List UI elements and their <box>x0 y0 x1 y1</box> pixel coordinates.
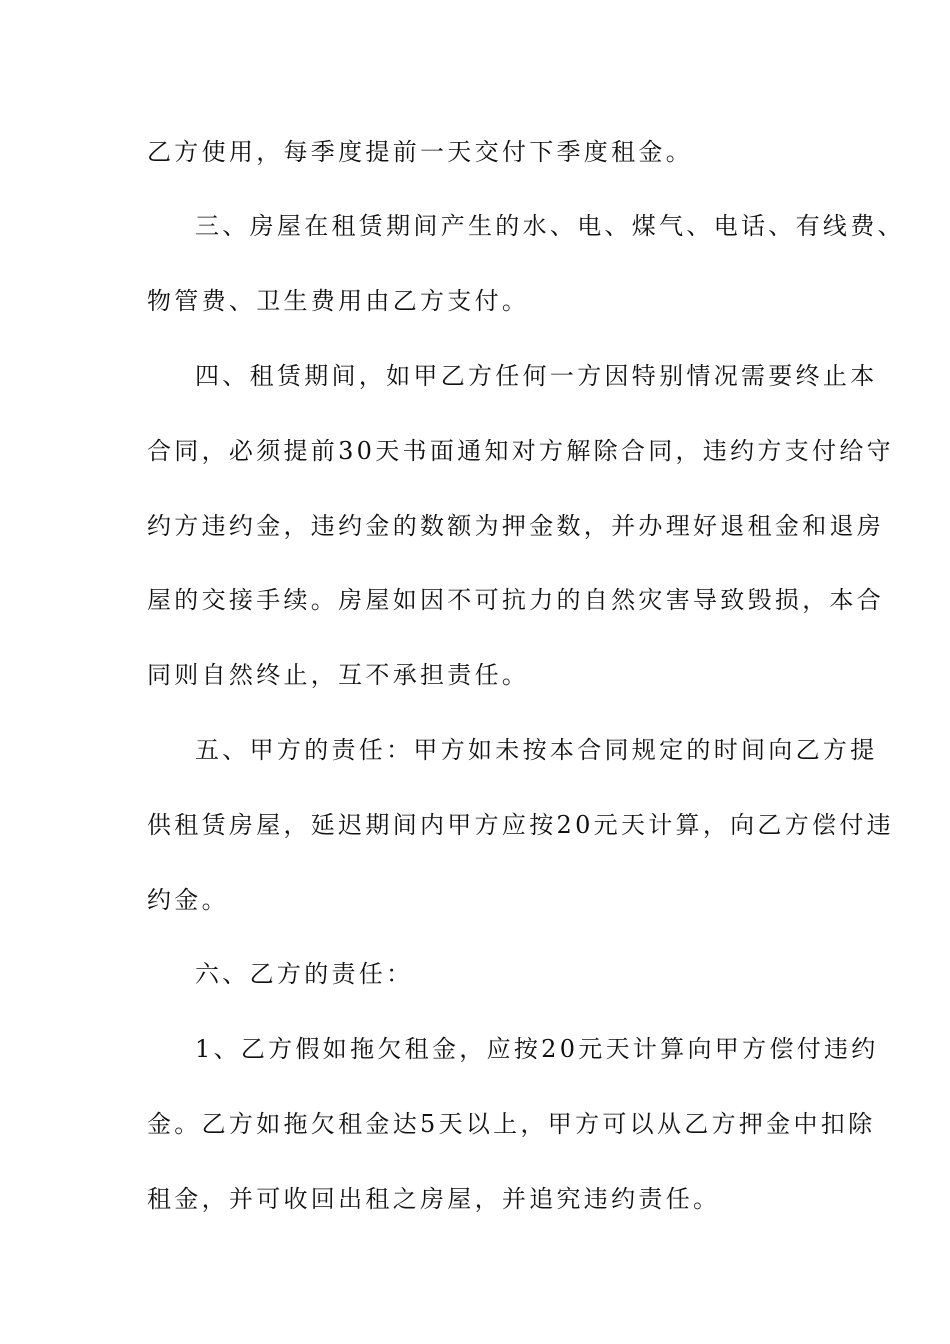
text-line: 同则自然终止，互不承担责任。 <box>147 661 530 689</box>
clause-4-heading-line: 四、租赁期间，如甲乙方任何一方因特别情况需要终止本 <box>195 362 878 390</box>
text-line: 合同，必须提前30天书面通知对方解除合同，违约方支付给守 <box>147 437 894 465</box>
text-line: 屋的交接手续。房屋如因不可抗力的自然灾害导致毁损，本合 <box>147 586 885 614</box>
text-line: 租金，并可收回出租之房屋，并追究违约责任。 <box>147 1185 721 1213</box>
clause-6-heading-line: 六、乙方的责任： <box>195 960 414 988</box>
text-line: 供租赁房屋，延迟期间内甲方应按20元天计算，向乙方偿付违 <box>147 811 894 839</box>
text-line: 物管费、卫生费用由乙方支付。 <box>147 287 530 315</box>
text-line: 约方违约金，违约金的数额为押金数，并办理好退租金和退房 <box>147 512 885 540</box>
text-line: 乙方使用，每季度提前一天交付下季度租金。 <box>147 138 693 166</box>
clause-3-heading-line: 三、房屋在租赁期间产生的水、电、煤气、电话、有线费、 <box>195 212 905 240</box>
clause-5-heading-line: 五、甲方的责任：甲方如未按本合同规定的时间向乙方提 <box>195 736 878 764</box>
text-line: 约金。 <box>147 886 229 914</box>
text-line: 金。乙方如拖欠租金达5天以上，甲方可以从乙方押金中扣除 <box>147 1110 876 1138</box>
item-1-heading-line: 1、乙方假如拖欠租金，应按20元天计算向甲方偿付违约 <box>195 1035 879 1063</box>
